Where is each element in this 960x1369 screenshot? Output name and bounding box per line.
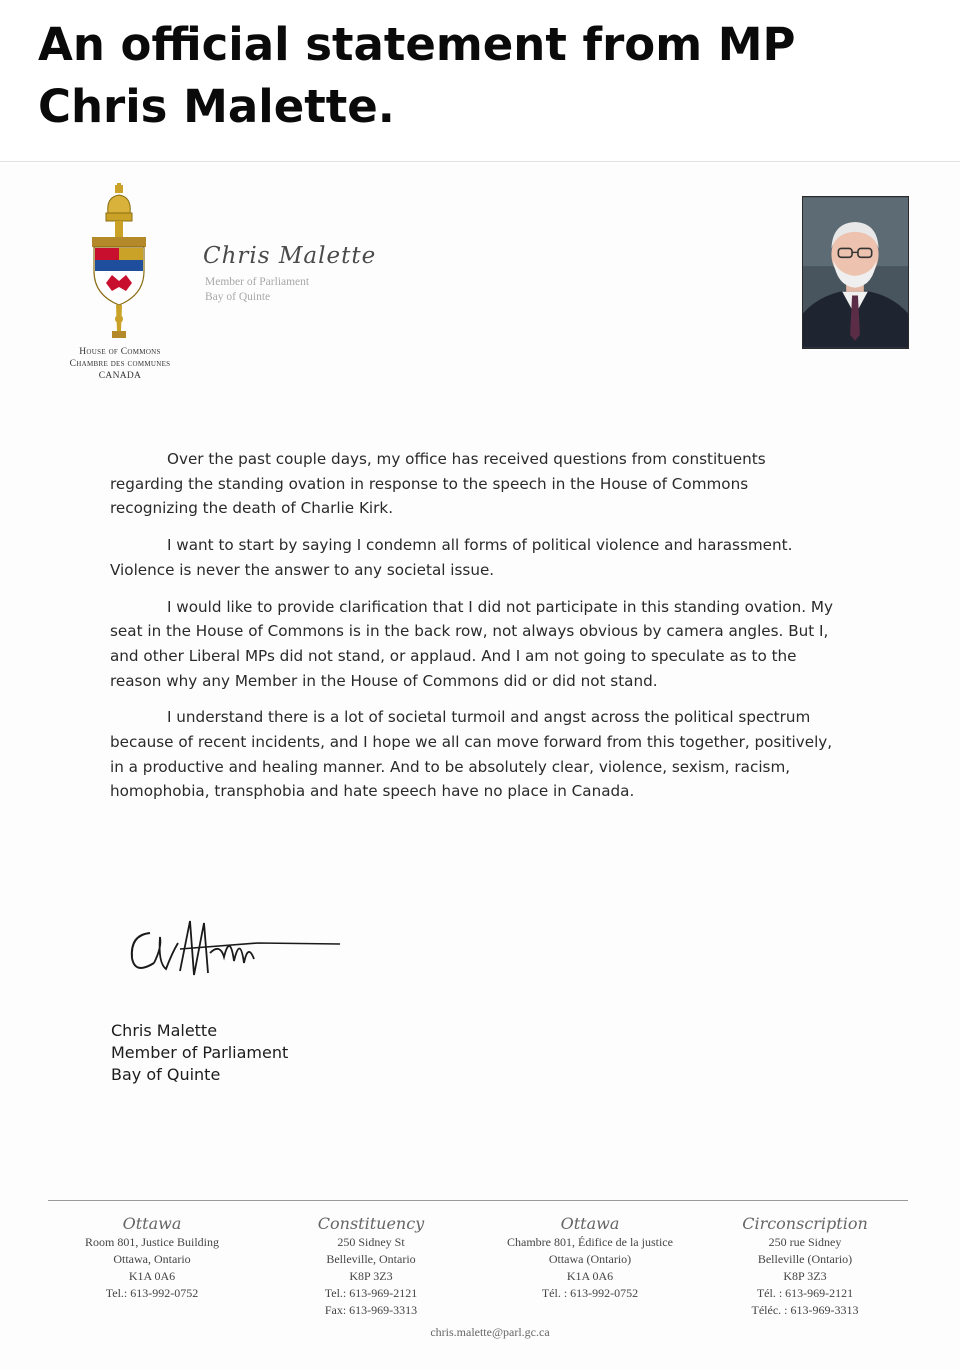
paragraph: I would like to provide clarification that I did not participate in this standing ovation. My seat in the House of Commons is in the back row, not always obvious by camera angles. But I, and other Liberal MPs did not stand, or applaud. And I am not going to speculate as to the reason why any Member in the House of Commons did or did not stand.	[110, 597, 834, 690]
footer-line: Tel.: 613-992-0752	[105, 1286, 199, 1300]
footer-line: Fax: 613-969-3313	[324, 1303, 418, 1317]
footer-heading: Ottawa	[560, 1214, 620, 1233]
footer-circonscription-fr	[690, 1214, 920, 1319]
footer-ottawa-en	[37, 1214, 267, 1302]
signer-role: Member of Parliament	[111, 1043, 289, 1062]
footer-line: K1A 0A6	[128, 1269, 176, 1283]
handwritten-signature	[120, 913, 350, 1008]
mp-letterhead-role: Member of Parliament	[205, 276, 310, 288]
footer-line: Ottawa, Ontario	[113, 1252, 191, 1266]
letter-body	[110, 447, 835, 816]
footer-line: Chambre 801, Édifice de la justice	[507, 1235, 673, 1249]
house-line-en: House of Commons	[79, 347, 161, 357]
footer-heading: Circonscription	[742, 1214, 868, 1233]
signer-riding: Bay of Quinte	[111, 1065, 221, 1084]
post-header	[0, 0, 960, 162]
paragraph: I want to start by saying I condemn all forms of political violence and harassment. Violence is never the answer to any societal issue.	[110, 536, 793, 579]
mp-letterhead-subtitle	[205, 275, 309, 305]
post-title: An official statement from MP Chris Malette.	[38, 18, 796, 133]
footer-line: 250 Sidney St	[337, 1235, 405, 1249]
footer-line: 250 rue Sidney	[768, 1235, 842, 1249]
footer-line: Téléc. : 613-969-3313	[751, 1303, 859, 1317]
house-of-commons-label	[40, 346, 200, 382]
footer-line: Tél. : 613-969-2121	[756, 1286, 854, 1300]
footer-line: Tél. : 613-992-0752	[541, 1286, 639, 1300]
signer-name: Chris Malette	[111, 1021, 218, 1040]
footer-line: K1A 0A6	[566, 1269, 614, 1283]
house-line-fr: Chambre des communes	[69, 359, 171, 369]
paragraph: I understand there is a lot of societal turmoil and angst across the political spectrum because of recent incidents, and I hope we all can move forward from this together, positively, in a productive and healing manner. And to be absolutely clear, violence, sexism, racism, homophobia, transphobia and hate speech have no place in Canada.	[110, 708, 833, 801]
footer-line: K8P 3Z3	[349, 1269, 393, 1283]
footer-email: chris.malette@parl.gc.ca	[430, 1325, 550, 1339]
footer-line: Belleville (Ontario)	[757, 1252, 853, 1266]
mp-letterhead-riding: Bay of Quinte	[205, 291, 271, 303]
footer-line: Ottawa (Ontario)	[548, 1252, 632, 1266]
letter-image[interactable]	[0, 163, 960, 1369]
footer-constituency-en	[256, 1214, 486, 1319]
footer-heading: Constituency	[317, 1214, 425, 1233]
footer-line: Belleville, Ontario	[326, 1252, 416, 1266]
paragraph: Over the past couple days, my office has received questions from constituents regarding the standing ovation in response to the speech in the House of Commons recognizing the death of Charlie Kirk.	[110, 450, 766, 518]
footer-heading: Ottawa	[122, 1214, 182, 1233]
house-line-country: CANADA	[98, 371, 142, 381]
signature-block	[111, 1020, 288, 1086]
footer-line: Room 801, Justice Building	[84, 1235, 219, 1249]
house-of-commons-crest-icon	[88, 183, 150, 341]
mp-portrait-photo	[802, 196, 909, 349]
footer-divider	[48, 1200, 908, 1201]
mp-name-script: Chris Malette	[203, 243, 377, 269]
footer-line: Tel.: 613-969-2121	[324, 1286, 418, 1300]
footer-line: K8P 3Z3	[783, 1269, 827, 1283]
footer-ottawa-fr	[475, 1214, 705, 1302]
